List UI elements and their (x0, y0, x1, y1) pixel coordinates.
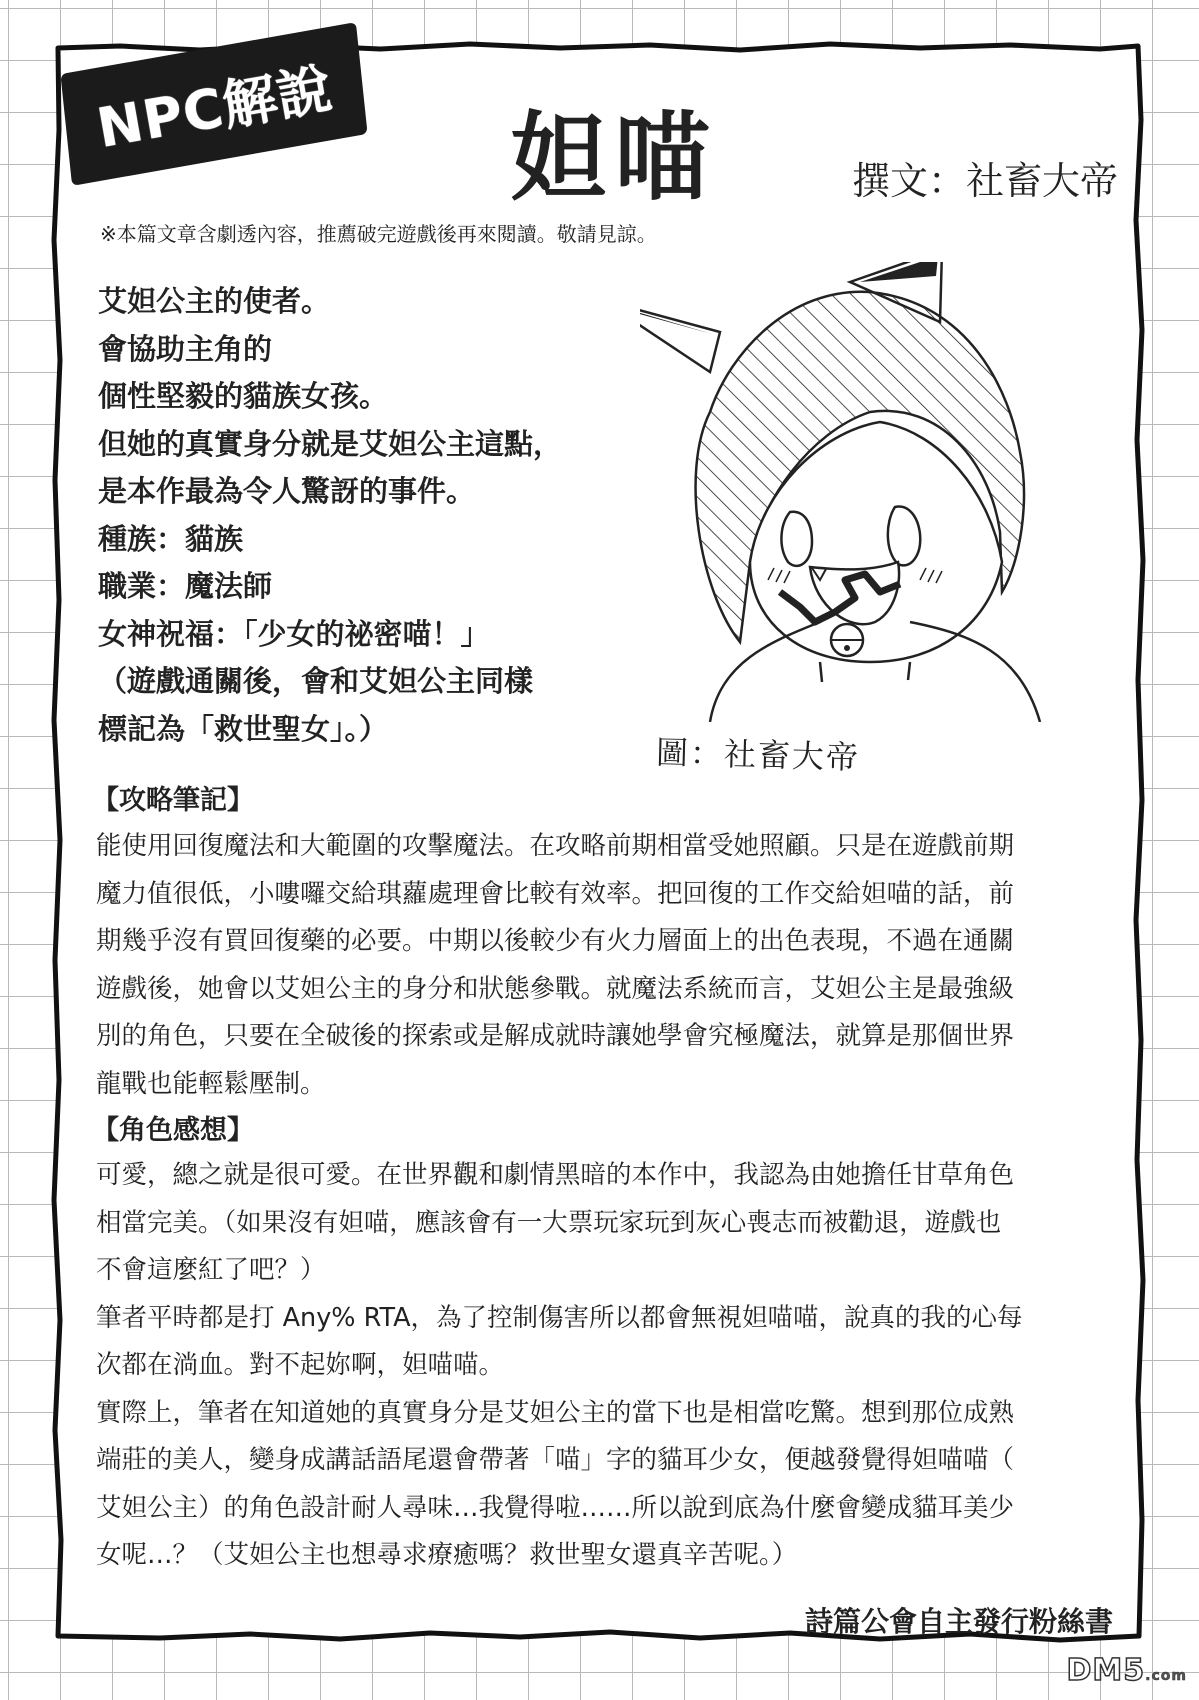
profile-line: 但她的真實身分就是艾妲公主這點， (98, 426, 563, 461)
character-profile (98, 278, 638, 753)
profile-line: 艾妲公主的使者。 (98, 284, 331, 318)
page-title: 妲喵 (510, 102, 718, 214)
paragraph-line: 端莊的美人，變身成講話語尾還會帶著「喵」字的貓耳少女，便越發覺得妲喵喵（ (96, 1445, 1015, 1475)
paragraph-line: 龍戰也能輕鬆壓制。 (96, 1068, 326, 1099)
paragraph-line: 可愛，總之就是很可愛。在世界觀和劇情黑暗的本作中，我認為由她擔任甘草角色 (96, 1160, 1015, 1190)
profile-line: 標記為「救世聖女」。） (98, 711, 389, 746)
watermark-domain: .com (1145, 1668, 1187, 1684)
publisher-credit: 詩篇公會自主發行粉絲書 (804, 1605, 1113, 1638)
paragraph-line: 不會這麼紅了吧？） (96, 1255, 326, 1285)
profile-line: 是本作最為令人驚訝的事件。 (98, 474, 476, 508)
cat-girl-illustration (640, 262, 1100, 722)
site-watermark (1067, 1653, 1187, 1688)
paragraph-line: 次都在淌血。對不起妳啊，妲喵喵。 (96, 1350, 505, 1380)
strategy-notes-heading: 【攻略筆記】 (92, 785, 254, 816)
author-credit: 撰文：社畜大帝 (852, 159, 1119, 203)
paragraph-line: 期幾乎沒有買回復藥的必要。中期以後較少有火力層面上的出色表現，不過在通關 (96, 926, 1015, 956)
profile-line: 個性堅毅的貓族女孩。 (98, 379, 389, 413)
profile-line: 女神祝福：「少女的祕密喵！」 (98, 616, 490, 651)
paragraph-line: 艾妲公主）的角色設計耐人尋味…我覺得啦……所以說到底為什麼會變成貓耳美少 (96, 1492, 1015, 1523)
profile-line: 職業：魔法師 (98, 569, 273, 603)
spoiler-notice: ※本篇文章含劇透內容，推薦破完遊戲後再來閱讀。敬請見諒。 (100, 222, 657, 246)
paragraph-line: 實際上，筆者在知道她的真實身分是艾妲公主的當下也是相當吃驚。想到那位成熟 (96, 1397, 1015, 1428)
paragraph-line: 女呢…？（艾妲公主也想尋求療癒嗎？救世聖女還真辛苦呢。） (96, 1540, 798, 1570)
paragraph-line: 遊戲後，她會以艾妲公主的身分和狀態參戰。就魔法系統而言，艾妲公主是最強級 (96, 973, 1015, 1004)
paragraph-line: 別的角色，只要在全破後的探索或是解成就時讓她學會究極魔法，就算是那個世界 (96, 1021, 1015, 1051)
paragraph-line: 魔力值很低，小嘍囉交給琪蘿處理會比較有效率。把回復的工作交給妲喵的話，前 (96, 878, 1015, 909)
left-ear-icon (640, 300, 720, 372)
badge-label: NPC解說 (92, 56, 338, 160)
paragraph-line: 筆者平時都是打 Any% RTA，為了控制傷害所以都會無視妲喵喵，說真的我的心每 (96, 1302, 1023, 1333)
illustration-caption: 圖：社畜大帝 (655, 733, 861, 777)
watermark-logo: DM5 (1066, 1653, 1146, 1688)
paragraph-line: 相當完美。（如果沒有妲喵，應該會有一大票玩家玩到灰心喪志而被勸退，遊戲也 (96, 1207, 1002, 1238)
impressions-body (96, 1152, 1116, 1580)
paragraph-line: 能使用回復魔法和大範圍的攻擊魔法。在攻略前期相當受她照顧。只是在遊戲前期 (96, 831, 1015, 861)
impressions-heading: 【角色感想】 (92, 1115, 254, 1146)
strategy-notes-body (96, 823, 1116, 1108)
profile-line: （遊戲通關後，會和艾妲公主同樣 (98, 664, 534, 698)
profile-line: 種族：貓族 (98, 521, 244, 556)
profile-line: 會協助主角的 (98, 331, 273, 366)
